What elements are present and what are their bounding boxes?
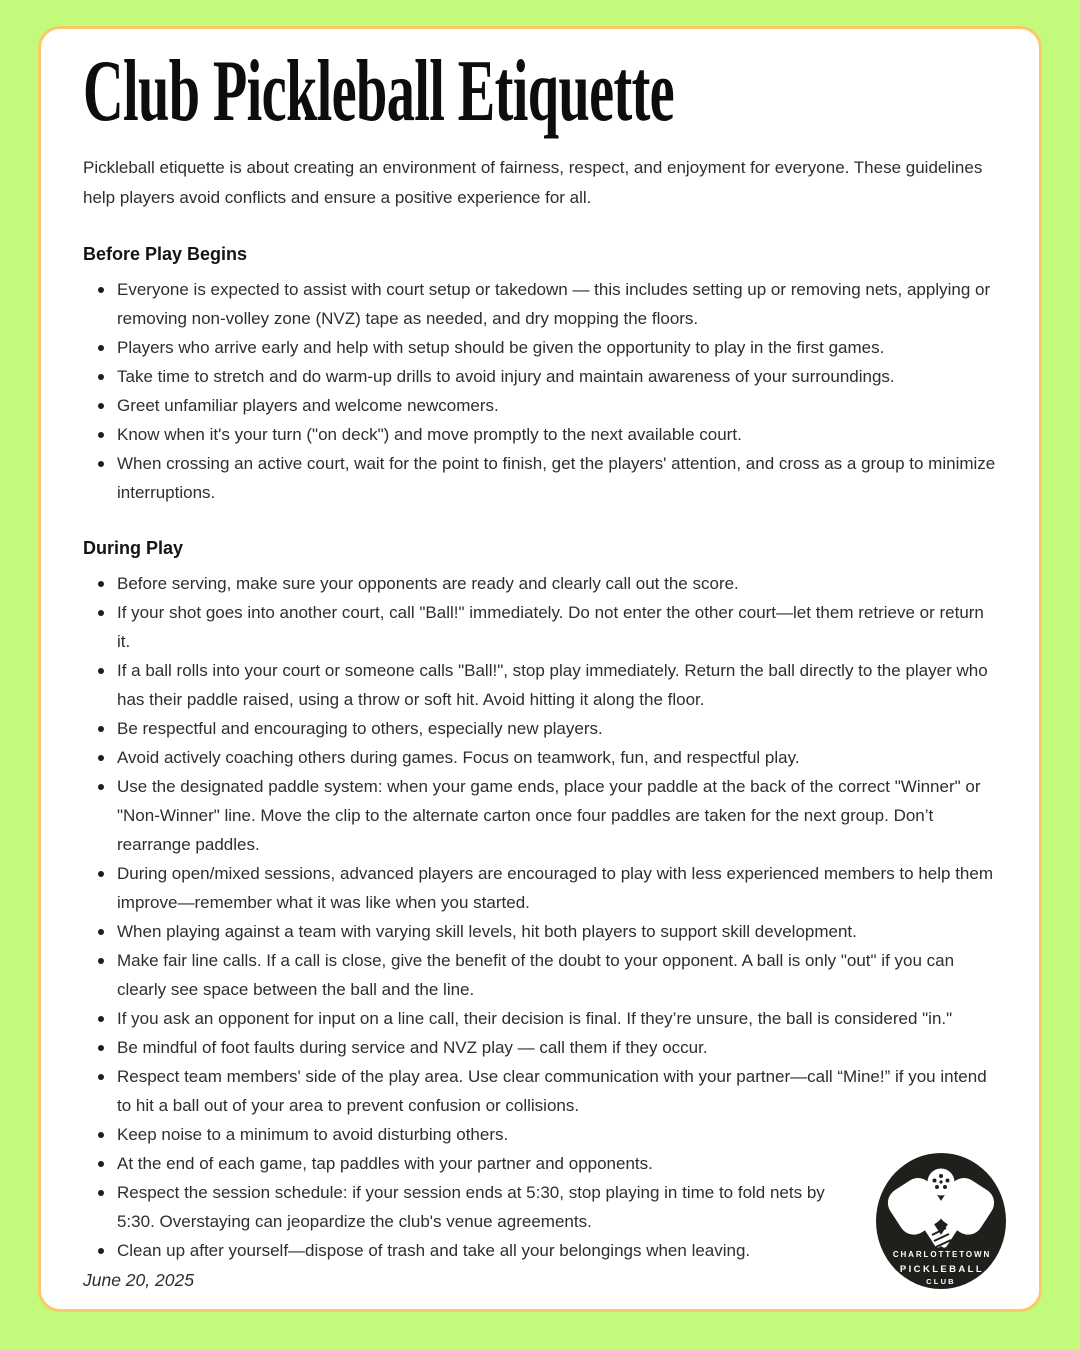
bullet-dot-icon (98, 610, 104, 616)
list-item (83, 391, 997, 420)
bullet-dot-icon (98, 871, 104, 877)
bullet-text: If your shot goes into another court, call "Ball!" immediately. Do not enter the other court—let them retrieve or return it. (117, 603, 984, 651)
list-item (83, 859, 997, 917)
bullet-dot-icon (98, 374, 104, 380)
bullet-text: Make fair line calls. If a call is close, give the benefit of the doubt to your opponent. A ball is only "out" if you can clearly see space between the ball and the line. (117, 951, 955, 999)
bullet-text: When playing against a team with varying skill levels, hit both players to support skill development. (117, 922, 857, 941)
logo-text-line1: CHARLOTTETOWN (892, 1250, 992, 1259)
bullet-text: Respect the session schedule: if your session ends at 5:30, stop playing in time to fold nets by 5:30. Overstaying can jeopardize the club's venue agreements. (117, 1183, 825, 1231)
bullet-dot-icon (98, 432, 104, 438)
page-title-text: Club Pickleball Etiquette (83, 43, 675, 140)
document-card (38, 26, 1042, 1312)
list-item (83, 1236, 997, 1265)
list-item (83, 743, 997, 772)
bullet-dot-icon (98, 755, 104, 761)
list-item (83, 362, 997, 391)
bullet-text: When crossing an active court, wait for the point to finish, get the players' attention, and cross as a group to minimize interruptions. (117, 454, 996, 502)
bullet-text: Respect team members' side of the play area. Use clear communication with your partner—call “Mine!” if you intend to hit a ball out of your area to prevent confusion or collisions. (117, 1067, 987, 1115)
page-title (83, 43, 997, 140)
bullet-text: Take time to stretch and do warm-up drills to avoid injury and maintain awareness of your surroundings. (117, 367, 895, 386)
bullet-dot-icon (98, 345, 104, 351)
bullet-text: During open/mixed sessions, advanced players are encouraged to play with less experienced members to help them improve—remember what it was like when you started. (117, 864, 993, 912)
bullet-dot-icon (98, 1132, 104, 1138)
bullet-text: Players who arrive early and help with setup should be given the opportunity to play in the first games. (117, 338, 885, 357)
list-item (83, 917, 997, 946)
bullet-dot-icon (98, 958, 104, 964)
bullet-text: Everyone is expected to assist with court setup or takedown — this includes setting up or removing nets, applying or removing non-volley zone (NVZ) tape as needed, and dry mopping the floors. (117, 280, 991, 328)
list-item (83, 420, 997, 449)
before-play-bullet-list (83, 275, 997, 507)
bullet-text: Be respectful and encouraging to others, especially new players. (117, 719, 603, 738)
bullet-dot-icon (98, 726, 104, 732)
bullet-text: Before serving, make sure your opponents are ready and clearly call out the score. (117, 574, 739, 593)
bullet-dot-icon (98, 581, 104, 587)
bullet-dot-icon (98, 403, 104, 409)
logo-text-line2: PICKLEBALL (899, 1264, 985, 1275)
list-item (83, 569, 997, 598)
bullet-dot-icon (98, 1045, 104, 1051)
bullet-text: Greet unfamiliar players and welcome newcomers. (117, 396, 499, 415)
bullet-text: Be mindful of foot faults during service and NVZ play — call them if they occur. (117, 1038, 708, 1057)
bullet-dot-icon (98, 784, 104, 790)
list-item (83, 1178, 997, 1236)
list-item (83, 1062, 997, 1120)
bullet-text: If you ask an opponent for input on a line call, their decision is final. If they’re unsure, the ball is considered "in." (117, 1009, 953, 1028)
list-item (83, 333, 997, 362)
bullet-dot-icon (98, 1248, 104, 1254)
list-item (83, 656, 997, 714)
bullet-dot-icon (98, 461, 104, 467)
list-item (83, 946, 997, 1004)
bullet-dot-icon (98, 1074, 104, 1080)
bullet-text: If a ball rolls into your court or someone calls "Ball!", stop play immediately. Return the ball directly to the player who has their paddle raised, using a throw or soft hit. Avoid hitting it along the floor. (117, 661, 988, 709)
section-heading-during-play: During Play (83, 538, 184, 558)
bullet-dot-icon (98, 929, 104, 935)
bullet-dot-icon (98, 1016, 104, 1022)
bullet-text: Avoid actively coaching others during games. Focus on teamwork, fun, and respectful play. (117, 748, 800, 767)
bullet-dot-icon (98, 1190, 104, 1196)
bullet-dot-icon (98, 287, 104, 293)
logo-text-line3: CLUB (926, 1277, 956, 1286)
list-item (83, 1004, 997, 1033)
list-item (83, 1033, 997, 1062)
list-item (83, 714, 997, 743)
bullet-text: Keep noise to a minimum to avoid disturbing others. (117, 1125, 509, 1144)
list-item (83, 772, 997, 859)
bullet-text: Use the designated paddle system: when your game ends, place your paddle at the back of the correct "Winner" or "Non-Winner" line. Move the clip to the alternate carton once four paddles are taken for the next group. Don’t rearrange paddles. (117, 777, 981, 854)
bullet-dot-icon (98, 668, 104, 674)
list-item (83, 449, 997, 507)
date-stamp: June 20, 2025 (83, 1270, 194, 1290)
section-heading-before-play: Before Play Begins (83, 244, 248, 264)
bullet-text: Know when it's your turn ("on deck") and move promptly to the next available court. (117, 425, 742, 444)
intro-paragraph: Pickleball etiquette is about creating an environment of fairness, respect, and enjoyment for everyone. These guidelines help players avoid conflicts and ensure a positive experience for all. (83, 158, 983, 207)
bullet-text: Clean up after yourself—dispose of trash and take all your belongings when leaving. (117, 1241, 751, 1260)
list-item (83, 598, 997, 656)
bullet-dot-icon (98, 1161, 104, 1167)
list-item (83, 275, 997, 333)
list-item (83, 1120, 997, 1149)
bullet-text: At the end of each game, tap paddles with your partner and opponents. (117, 1154, 653, 1173)
